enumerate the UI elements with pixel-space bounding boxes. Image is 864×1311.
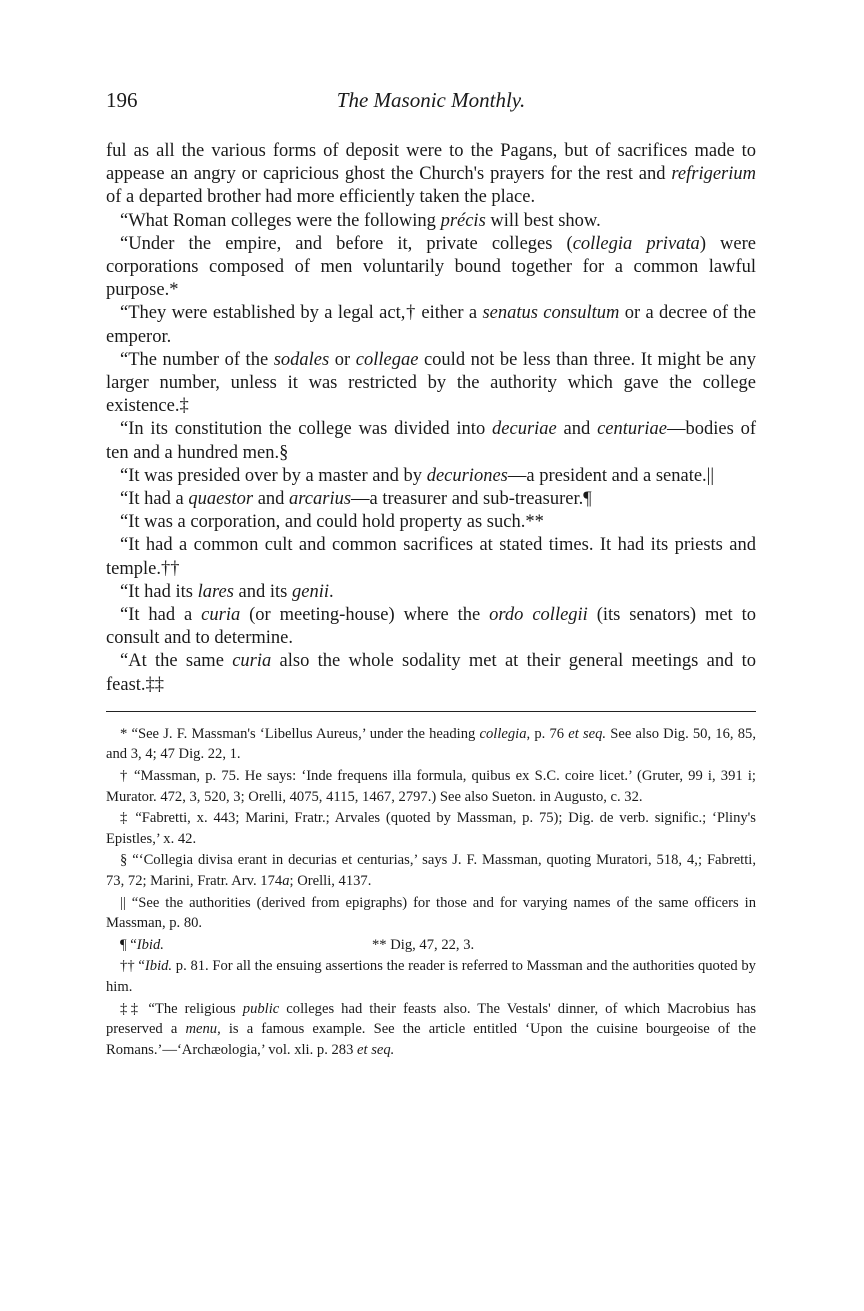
- italic-text: decuriones: [426, 465, 508, 486]
- text-run: “At the same: [120, 651, 233, 672]
- page: [106, 88, 756, 1061]
- text-run: —bodies of ten and a hundred men.§: [106, 419, 756, 463]
- text-run: or a decree of the emperor.: [106, 303, 756, 347]
- footnote: [358, 935, 474, 956]
- italic-text: précis: [440, 210, 486, 231]
- text-run: or: [329, 349, 356, 370]
- text-run: ** Dig, 47, 22, 3.: [372, 936, 475, 953]
- footnote: [106, 724, 756, 765]
- text-run: colleges had their feasts also. The Vestals' dinner, of which Macrobius has preserved a: [106, 1000, 757, 1038]
- italic-text: quaestor: [188, 489, 254, 510]
- text-run: See also Dig. 50, 16, 85, and 3, 4; 47 Dig. 22, 1.: [106, 725, 756, 763]
- footnote: [106, 893, 756, 934]
- page-number: 196: [106, 88, 138, 112]
- text-run: “In its constitution the college was divided into: [120, 419, 493, 440]
- italic-text: centuriae: [597, 419, 667, 440]
- italic-text: collegae: [355, 349, 419, 370]
- paragraph: [106, 210, 756, 233]
- text-run: “It had its: [120, 581, 198, 602]
- paragraph: [106, 650, 756, 696]
- text-run: “It was presided over by a master and by: [120, 465, 427, 486]
- paragraph: [106, 604, 756, 650]
- running-title: The Masonic Monthly.: [336, 88, 526, 112]
- text-run: ¶ “: [120, 936, 137, 953]
- footnote-pair: [106, 935, 756, 956]
- text-run: ful as all the various forms of deposit were to the Pagans, but of sacrifices made to appease an angry or capricious ghost the Church's prayers for the rest and: [106, 141, 756, 185]
- footnote: [106, 808, 756, 849]
- italic-text: collegia privata: [572, 233, 700, 254]
- footnotes: [106, 724, 756, 1061]
- italic-text: ordo collegii: [489, 605, 588, 626]
- paragraph: [106, 302, 756, 348]
- text-run: —a treasurer and sub-treasurer.¶: [351, 489, 592, 510]
- text-run: —a president and a senate.||: [507, 465, 715, 486]
- footnote: [106, 956, 756, 997]
- text-run: “It was a corporation, and could hold property as such.**: [120, 512, 544, 533]
- text-run: †† “: [120, 958, 145, 975]
- text-run: ‡ “Fabretti, x. 443; Marini, Fratr.; Arvales (quoted by Massman, p. 75); Dig. de verb. signific.; ‘Pliny's Epistles,’ x. 42.: [106, 810, 756, 847]
- text-run: “It had a: [120, 605, 202, 626]
- text-run: “What Roman colleges were the following: [120, 210, 441, 231]
- footnote: [106, 766, 756, 807]
- text-run: * “See J. F. Massman's ‘Libellus Aureus,’ under the heading: [120, 725, 480, 742]
- italic-text: menu: [185, 1021, 218, 1038]
- italic-text: senatus consultum: [482, 303, 620, 324]
- page-header: [106, 88, 756, 118]
- italic-text: genii: [291, 581, 329, 602]
- italic-text: decuriae: [492, 419, 557, 440]
- text-run: “The number of the: [120, 349, 274, 370]
- paragraph: [106, 465, 756, 488]
- paragraph: [106, 349, 756, 419]
- italic-text: Ibid.: [136, 936, 164, 953]
- footnote: [106, 850, 756, 891]
- paragraph: [106, 140, 756, 210]
- footnote: [106, 935, 358, 956]
- italic-text: public: [242, 1000, 280, 1017]
- text-run: † “Massman, p. 75. He says: ‘Inde frequens illa formula, quibus ex S.C. coire licet.’ (Gruter, 99 i, 391 i; Murator. 472, 3, 520, 3; Orelli, 4075, 4115, 1467, 2797.) See also Sueton. in Augusto, c. 32.: [106, 768, 756, 805]
- text-run: ; Orelli, 4137.: [289, 873, 372, 890]
- italic-text: Ibid.: [144, 958, 173, 975]
- text-run: (its senators) met to consult and to determine.: [106, 605, 756, 649]
- text-run: , is a famous example. See the article entitled ‘Upon the cuisine bourgeoise of the Romans.’—‘Archæologia,’ vol. xli. p. 283: [106, 1021, 756, 1058]
- body-text: [106, 140, 756, 697]
- text-run: will best show.: [485, 210, 601, 231]
- italic-text: lares: [197, 581, 234, 602]
- text-run: and: [556, 419, 598, 440]
- text-run: || “See the authorities (derived from epigraphs) for those and for varying names of the same officers in Massman, p. 80.: [106, 894, 756, 932]
- paragraph: [106, 534, 756, 580]
- text-run: , p. 76: [526, 725, 569, 742]
- italic-text: et seq.: [568, 725, 607, 742]
- text-run: (or meeting-house) where the: [240, 605, 490, 626]
- italic-text: curia: [201, 605, 241, 626]
- paragraph: [106, 418, 756, 464]
- text-run: ‡‡ “The religious: [120, 1000, 243, 1017]
- footnote: [106, 999, 756, 1061]
- italic-text: et seq.: [357, 1041, 395, 1058]
- italic-text: sodales: [273, 349, 330, 370]
- text-run: .: [328, 581, 334, 602]
- italic-text: a: [282, 873, 290, 890]
- text-run: “They were established by a legal act,† either a: [120, 303, 483, 324]
- italic-text: arcarius: [289, 489, 352, 510]
- text-run: and its: [233, 581, 292, 602]
- text-run: § “‘Collegia divisa erant in decurias et centurias,’ says J. F. Massman, quoting Muratori, 518, 4,; Fabretti, 73, 72; Marini, Fratr. Arv. 174: [106, 852, 756, 890]
- footnote-divider: [106, 711, 756, 712]
- text-run: “It had a: [120, 489, 189, 510]
- italic-text: refrigerium: [671, 164, 756, 185]
- text-run: “Under the empire, and before it, private colleges (: [120, 233, 573, 254]
- italic-text: collegia: [479, 725, 527, 742]
- text-run: ) were corporations composed of men voluntarily bound together for a common lawful purpose.*: [106, 233, 756, 301]
- paragraph: [106, 511, 756, 534]
- text-run: could not be less than three. It might be any larger number, unless it was restricted by the authority which gave the college existence.‡: [106, 349, 757, 417]
- text-run: “It had a common cult and common sacrifices at stated times. It had its priests and temple.††: [106, 535, 756, 579]
- text-run: p. 81. For all the ensuing assertions the reader is referred to Massman and the authorities quoted by him.: [106, 958, 756, 995]
- text-run: of a departed brother had more efficiently taken the place.: [106, 187, 536, 208]
- text-run: also the whole sodality met at their general meetings and to feast.‡‡: [106, 651, 756, 695]
- italic-text: curia: [232, 651, 272, 672]
- text-run: and: [253, 489, 290, 510]
- paragraph: [106, 488, 756, 511]
- paragraph: [106, 233, 756, 303]
- paragraph: [106, 581, 756, 604]
